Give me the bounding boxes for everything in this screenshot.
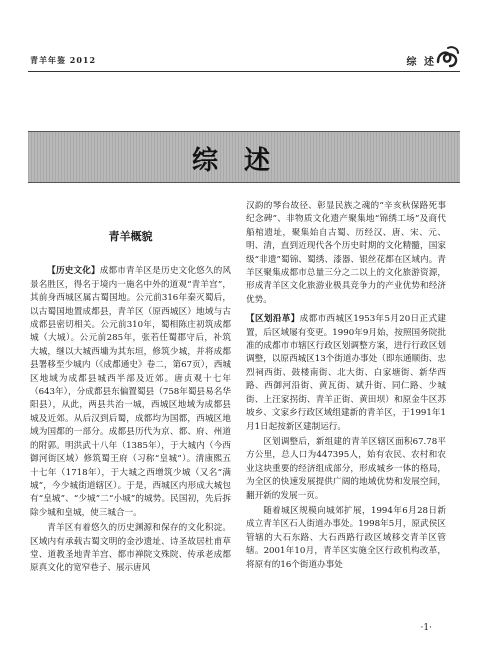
page-number: ·1· <box>420 623 432 633</box>
right-continuation: 汉韵的琴台故径、彰显民族之魂的“辛亥秋保路死事纪念碑”、非物质文化遗产聚集地“锦绣工场”及商代船棺遗址，聚集始自古蜀、历经汉、唐、宋、元、明、清，直到近现代各个历史时期的文化精髓，国家级“非遗”蜀锦、蜀绣、漆器、银丝花都在区域内。青羊区聚集成都市总量三分之二以上的文化旅游资源，形成青羊区文化旅游业极具竞争力的产业优势和经济优势。 <box>246 201 446 305</box>
right-column <box>246 200 446 572</box>
history-tag: 【历史文化】 <box>47 266 100 277</box>
chapter-banner <box>28 131 460 183</box>
history-paragraph-2: 青羊区有着悠久的历史渊源和保存的文化积淀。区域内有承载古蜀文明的金沙遗址、诗圣故居杜甫草堂、道教圣地青羊宫、都市禅院文殊院、传承老成都原真文化的宽窄巷子、展示唐风 <box>30 523 231 574</box>
section-heading: 青羊概貌 <box>108 230 153 243</box>
decorative-swirl-icon <box>434 44 460 70</box>
admin-body: 成都市西城区1953年5月20日正式建置，后区域屡有变更。1990年9月始，按照国务院批准的成都市市辖区行政区划调整方案，进行行政区划调整，以原西城区13个街道办事处（即东通顺街、忠烈祠西街、鼓楼南街、北大街、白家塘街、新华西路、西御河沿街、黄瓦街、斌升街、同仁路、少城街、上汪家拐街、青羊正街、黄田坝）和原金牛区苏坡乡、文家乡行政区域组建新的青羊区，于1991年1月1日起按新区建制运行。 <box>246 314 446 432</box>
history-paragraph <box>30 265 231 520</box>
admin-paragraph <box>246 313 446 434</box>
admin-tag: 【区划沿革】 <box>246 314 300 325</box>
history-body: 成都市青羊区是历史文化悠久的风景名胜区，得名于境内一施名中外的道观“青羊宫”，其前身西城区属古蜀国地。公元前316年秦灭蜀后，以古蜀国地置成都县，青羊区（原西城区）地域与古成都县密切相关。公元前310年，蜀相陈庄初筑成都城（大城）。公元前285年，张若任蜀郡守后，补筑大城，继以大城西墉为其东垣，修筑少城，并将成都县署移至少城内（《成都通史》卷二，第67页），西城区地域为成都县城西半部及近郊。唐贞观十七年（643年），分成都县东偏置蜀县（758年蜀县易名华阳县），从此，两县共治一城，西城区地域为成都县城及近郊。从后汉到后蜀，成都均为国都，西城区地域为国都的一部分。成都县历代为京、都、府、州道的附郭。明洪武十八年（1385年），于大城内（今西御河街区域）修筑蜀王府（习称“皇城”）。清康熙五十七年（1718年），于大城之西增筑少城（又名“满城”，今少城街道辖区）。于是，西城区内形成大城包有“皇城”、“少城”二“小城”的城势。民国初，先后拆除少城和皇城，使三城合一。 <box>30 266 231 518</box>
reform-paragraph: 随着城区规模向城郊扩展，1994年6月28日新成立青羊区石人街道办事处。1998年5月，原武侯区管辖的大石东路、大石西路行政区域移交青羊区管辖。2001年10月，青羊区实施全区行政机构改革，将原有的16个街道办事处 <box>246 505 446 570</box>
chapter-title: 综述 <box>191 146 296 176</box>
left-column <box>30 200 231 576</box>
header-rule <box>28 71 460 72</box>
running-head-yearbook: 青羊年鉴 2012 <box>30 55 97 65</box>
running-head-section: 综 述 <box>406 57 436 68</box>
area-paragraph: 区划调整后，新组建的青羊区辖区面积67.78平方公里，总人口为447395人，始有农民、农村和农业这块重要的经济组成部分，形成城乡一体的格局，为全区的快速发展提供广阔的地域优势和发展空间，翻开新的发展一页。 <box>246 436 446 501</box>
